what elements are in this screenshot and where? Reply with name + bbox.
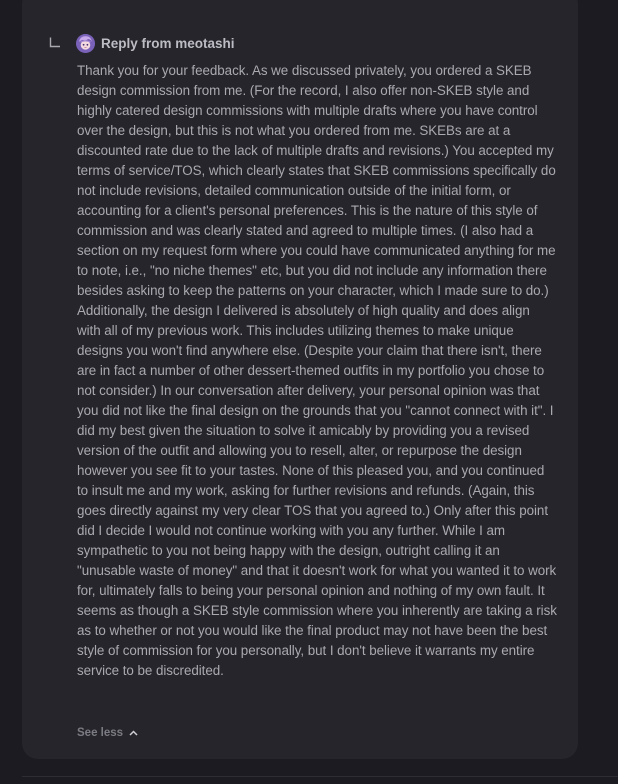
see-less-button[interactable] xyxy=(77,727,138,739)
reply-title: Reply from meotashi xyxy=(101,36,235,51)
avatar-image xyxy=(76,34,95,53)
avatar[interactable] xyxy=(76,34,95,53)
chevron-up-icon xyxy=(129,730,138,736)
see-less-label: See less xyxy=(77,727,124,739)
divider xyxy=(22,776,618,777)
reply-body-text: Thank you for your feedback. As we discussed privately, you ordered a SKEB design commission from me. (For the record, I also offer non-SKEB style and highly catered design commissions with multiple drafts where you have control over the design, but this is not what you ordered from me. SKEBs are at a discounted rate due to the lack of multiple drafts and revisions.) You accepted my terms of service/TOS, which clearly states that SKEB commissions specifically do not include revisions, detailed communication outside of the initial form, or accounting for a client's personal preferences. This is the nature of this style of commission and was clearly stated and agreed to multiple times. (I also had a section on my request form where you could have communicated anything for me to note, i.e., "no niche themes" etc, but you did not include any information there besides asking to keep the patterns on your character, which I made sure to do.) Additionally, the design I delivered is absolutely of high quality and does align with all of my previous work. This includes utilizing themes to make unique designs you won't find anywhere else. (Despite your claim that there isn't, there are in fact a number of other dessert-themed outfits in my portfolio you chose to not consider.) In our conversation after delivery, your personal opinion was that you did not like the final design on the grounds that you "cannot connect with it". I did my best given the situation to solve it amicably by providing you a revised version of the outfit and allowing you to resell, alter, or repurpose the design however you see fit to your tastes. None of this pleased you, and you continued to insult me and my work, asking for further revisions and refunds. (Again, this goes directly against my very clear TOS that you agreed to.) Only after this point did I decide I would not continue working with you any further. While I am sympathetic to you not being happy with the design, outright calling it an "unusable waste of money" and that it doesn't work for what you wanted it to work for, ultimately falls to being your personal opinion and nothing of my own fault. It seems as though a SKEB style commission where you inherently are taking a risk as to whether or not you would like the final product may not have been the best style of commission for you personally, but I don't believe it warrants my entire service to be discredited. xyxy=(77,63,557,678)
reply-arrow-icon xyxy=(49,37,61,49)
